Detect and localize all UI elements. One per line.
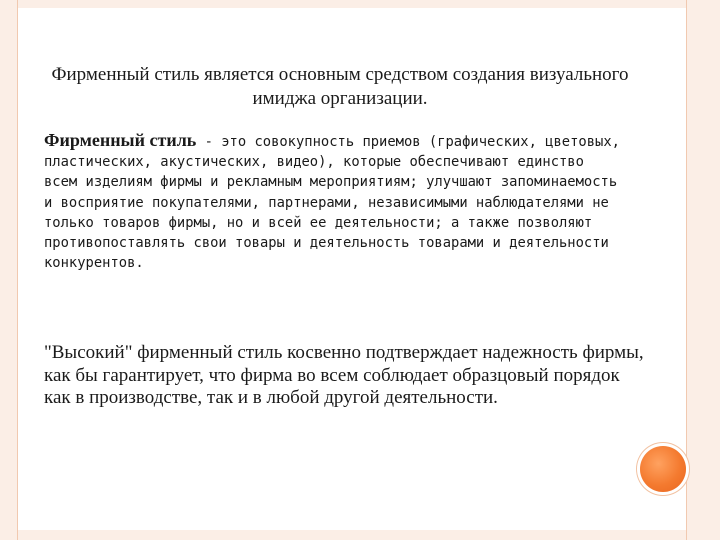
definition-term: Фирменный стиль [44, 130, 197, 150]
second-paragraph: "Высокий" фирменный стиль косвенно подтверждает надежность фирмы, как бы гарантирует, что фирма во всем соблюдает образцовый порядок как в производстве, так и в любой другой деятельности. [44, 342, 644, 408]
top-border-band [18, 0, 686, 8]
slide-title: Фирменный стиль является основным средством создания визуального имиджа организации. [51, 64, 629, 109]
definition-paragraph [44, 130, 624, 273]
right-border-band [686, 0, 720, 540]
bottom-border-band [18, 530, 686, 540]
left-border-band [0, 0, 18, 540]
orange-circle-decoration [640, 446, 686, 492]
right-border-line [686, 0, 687, 540]
definition-text: - это совокупность приемов (графических, цветовых, пластических, акустических, видео), которые обеспечивают единство всем изделиям фирмы и рекламным мероприятиям; улучшают запоминаемость и восприятие покупателями, партнерами, независимыми наблюдателями не только товаров фирмы, но и всей ее деятельности; а также позволяют противопоставлять свои товары и деятельность товарами и деятельности конкурентов. [44, 134, 620, 272]
